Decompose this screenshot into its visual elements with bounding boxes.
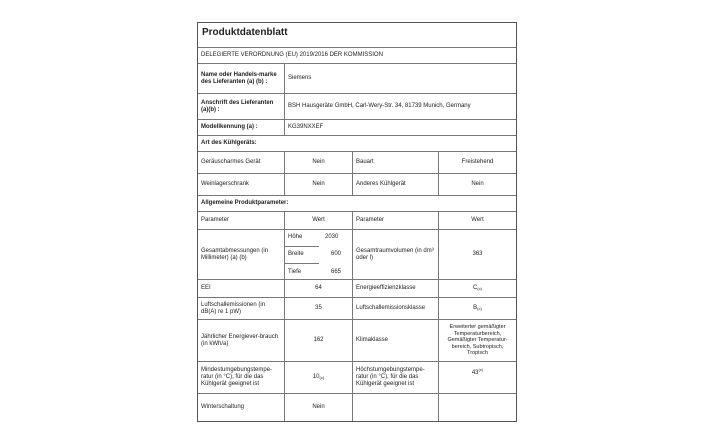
wine-other-row [198,173,516,195]
noise-class-cell [438,298,516,319]
max-temp-cell [438,362,516,393]
noise-design-row [198,151,516,173]
value-header: Wert [284,212,352,229]
noise-emission-label: Luftschallemissionen (in dB(A) re 1 pW) [201,301,266,315]
winter-row [198,393,516,421]
min-temp-value: 10 [312,374,320,380]
dimensions-label: Gesamtabmessungen (in Millimeter) (a) (b) [201,247,269,261]
product-data-sheet [197,22,517,422]
min-temp-label: Mindestumgebungstempe-ratur (in °C), für die das Kühlgerät geeignet ist [201,367,273,387]
max-temp-footnote: (c) [478,367,484,372]
other-appliance-label: Anderes Kühlgerät [352,174,438,195]
model-row [198,119,516,135]
param-header: Parameter [201,217,230,223]
param-header-2: Parameter [352,212,438,229]
volume-label: Gesamtraumvolumen (in dm³ oder l) [352,230,438,279]
empty-cell-2 [438,394,516,421]
height-label: Höhe [288,234,303,240]
climate-class-label: Klimaklasse [352,320,438,361]
energy-class-cell [438,280,516,297]
width-value: 600 [331,251,342,257]
params-header-row [198,211,516,229]
winter-setting-value: Nein [284,394,352,421]
dimensions-row [198,229,516,279]
type-section-row [198,135,516,151]
eei-row [198,279,516,297]
energy-class-footnote: (c) [477,286,482,291]
eei-value: 64 [284,280,352,297]
width-label: Breite [288,251,304,257]
title-row [198,23,516,47]
max-temp-value: 43 [471,370,479,376]
noise-emission-row [198,297,516,319]
winter-setting-label: Winterschaltung [201,404,245,410]
model-label: Modellkennung (a) : [201,124,258,130]
regulation-row [198,47,516,63]
height-value: 2030 [325,234,339,240]
empty-cell-1 [352,394,438,421]
low-noise-value: Nein [284,152,352,173]
type-section-heading: Art des Kühlgeräts: [201,140,257,146]
climate-class-value: Erweiterter gemäßigter Temperaturbereich, Gemäßigter Temperatur-bereich, Subtropisch, Tropisch [438,320,516,361]
noise-class-footnote: (c) [477,306,482,311]
supplier-address-value: BSH Hausgeräte GmbH, Carl-Wery-Str. 34, 81739 Munich, Germany [284,94,516,119]
annual-energy-label: Jährlicher Energiever-brauch (in kWh/a) [201,333,279,347]
depth-value: 665 [331,269,342,275]
params-section-row [198,195,516,211]
wine-storage-value: Nein [284,174,352,195]
regulation-text: DELEGIERTE VERORDNUNG (EU) 2019/2016 DER KOMMISSION [201,52,383,58]
noise-emission-value: 35 [284,298,352,319]
dimensions-values [284,230,352,279]
wine-storage-label: Weinlagerschrank [201,181,249,187]
volume-value: 363 [438,230,516,279]
low-noise-label: Geräuscharmes Gerät [201,159,261,165]
sheet-title: Produktdatenblatt [202,27,288,38]
params-section-heading: Allgemeine Produktparameter: [201,200,289,206]
annual-energy-value: 162 [284,320,352,361]
supplier-name-label: Name oder Handels-marke des Lieferanten (a) (b) : [201,71,277,85]
other-appliance-value: Nein [438,174,516,195]
supplier-name-value: Siemens [284,64,516,93]
depth-label: Tiefe [288,269,302,275]
noise-class-label: Luftschallemissionsklasse [352,298,438,319]
supplier-address-label: Anschrift des Lieferanten (a)(b) : [201,99,274,113]
supplier-address-row [198,93,516,119]
annual-energy-row [198,319,516,361]
noise-class-value: B [473,305,478,311]
dim-divider-2 [285,263,319,264]
min-temp-footnote: (c) [319,375,325,380]
energy-class-label: Energieeffizienzklasse [352,280,438,297]
model-value: KG39NXXEF [284,120,516,135]
eei-label: EEI [201,285,211,291]
value-header-2: Wert [438,212,516,229]
min-temp-cell [284,362,352,393]
supplier-name-row [198,63,516,93]
dim-divider-1 [285,246,319,247]
design-value: Freistehend [438,152,516,173]
max-temp-label: Höchstumgebungstempe-ratur (in °C), für die das Kühlgerät geeignet ist [352,362,438,393]
temperature-row [198,361,516,393]
design-label: Bauart [352,152,438,173]
energy-class-value: C [472,285,478,291]
